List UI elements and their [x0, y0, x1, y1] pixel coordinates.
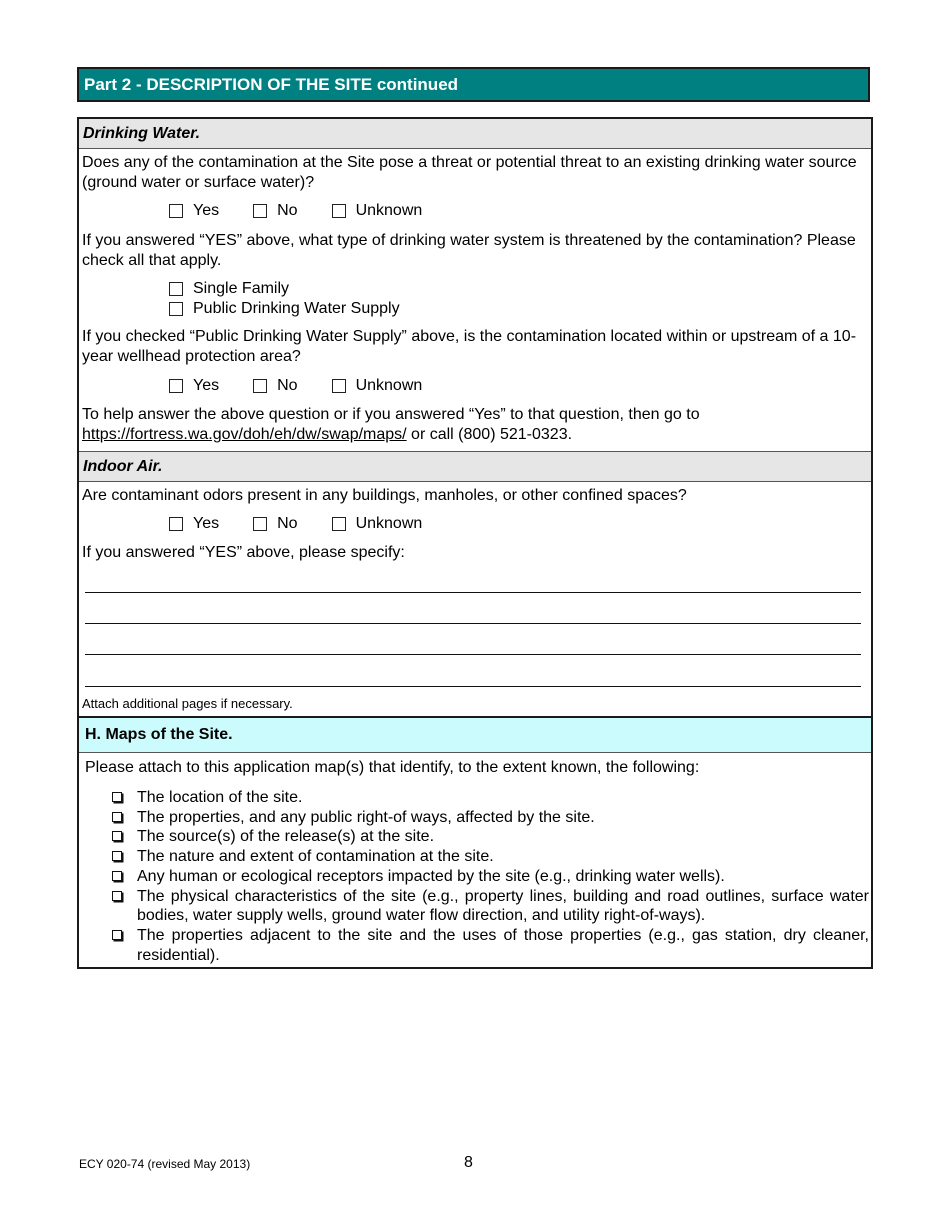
threat-yes-option[interactable]: Yes — [169, 201, 219, 221]
help-text: To help answer the above question or if you answered “Yes” to that question, then go to https://fortress.wa.gov/doh/eh/dw/swap/maps/ or call (800) 521-0323. — [82, 406, 700, 443]
odors-yes-checkbox[interactable] — [169, 517, 183, 531]
checkbox-square-icon[interactable] — [112, 851, 122, 861]
list-item: Any human or ecological receptors impacted by the site (e.g., drinking water wells). — [112, 867, 869, 887]
threat-yes-checkbox[interactable] — [169, 204, 183, 218]
wellhead-yes-option[interactable]: Yes — [169, 376, 219, 396]
checkbox-square-icon[interactable] — [112, 792, 122, 802]
odors-options — [169, 514, 456, 534]
threat-no-option[interactable]: No — [253, 201, 297, 221]
maps-intro: Please attach to this application map(s) that identify, to the extent known, the following: — [85, 759, 700, 776]
public-supply-option[interactable]: Public Drinking Water Supply — [169, 299, 400, 319]
threat-unknown-option[interactable]: Unknown — [332, 201, 423, 221]
list-item: The source(s) of the release(s) at the site. — [112, 827, 869, 847]
wellhead-question: If you checked “Public Drinking Water Supply” above, is the contamination located within or upstream of a 10-year wellhead protection area? — [82, 328, 857, 365]
single-family-checkbox[interactable] — [169, 282, 183, 296]
threat-no-checkbox[interactable] — [253, 204, 267, 218]
drinking-water-question: Does any of the contamination at the Site pose a threat or potential threat to an existing drinking water source (ground water or surface water)? — [82, 154, 857, 191]
public-supply-checkbox[interactable] — [169, 302, 183, 316]
wellhead-no-checkbox[interactable] — [253, 379, 267, 393]
wellhead-yes-checkbox[interactable] — [169, 379, 183, 393]
system-type-options — [169, 279, 400, 319]
list-item: The physical characteristics of the site (e.g., property lines, building and road outlines, surface water bodies, water supply wells, ground water flow direction, and utility right-of-ways). — [112, 887, 869, 926]
wellhead-unknown-checkbox[interactable] — [332, 379, 346, 393]
checkbox-square-icon[interactable] — [112, 812, 122, 822]
list-item: The location of the site. — [112, 788, 869, 808]
wellhead-options — [169, 376, 456, 396]
threat-unknown-checkbox[interactable] — [332, 204, 346, 218]
specify-line-2[interactable] — [85, 623, 861, 624]
form-id: ECY 020-74 (revised May 2013) — [79, 1157, 251, 1171]
page-number: 8 — [464, 1154, 473, 1171]
checkbox-square-icon[interactable] — [112, 831, 122, 841]
specify-prompt: If you answered “YES” above, please specify: — [82, 544, 405, 561]
odors-no-option[interactable]: No — [253, 514, 297, 534]
list-item: The nature and extent of contamination at the site. — [112, 847, 869, 867]
indoor-air-heading: Indoor Air. — [79, 452, 871, 482]
threat-options — [169, 201, 456, 221]
checkbox-square-icon[interactable] — [112, 930, 122, 940]
attach-note: Attach additional pages if necessary. — [82, 696, 293, 711]
odors-question: Are contaminant odors present in any buildings, manholes, or other confined spaces? — [82, 487, 687, 504]
maps-heading: H. Maps of the Site. — [79, 718, 871, 753]
part-banner: Part 2 - DESCRIPTION OF THE SITE continued — [77, 67, 870, 102]
drinking-water-heading: Drinking Water. — [79, 119, 871, 149]
specify-line-4[interactable] — [85, 686, 861, 687]
odors-unknown-checkbox[interactable] — [332, 517, 346, 531]
specify-line-1[interactable] — [85, 592, 861, 593]
specify-line-3[interactable] — [85, 654, 861, 655]
odors-no-checkbox[interactable] — [253, 517, 267, 531]
system-type-question: If you answered “YES” above, what type of drinking water system is threatened by the contamination? Please check all that apply. — [82, 232, 856, 269]
odors-unknown-option[interactable]: Unknown — [332, 514, 423, 534]
list-item: The properties adjacent to the site and the uses of those properties (e.g., gas station, dry cleaner, residential). — [112, 926, 869, 965]
checkbox-square-icon[interactable] — [112, 891, 122, 901]
maps-checklist — [112, 788, 869, 965]
site-description-form — [77, 117, 873, 969]
odors-yes-option[interactable]: Yes — [169, 514, 219, 534]
wellhead-no-option[interactable]: No — [253, 376, 297, 396]
swap-maps-link[interactable]: https://fortress.wa.gov/doh/eh/dw/swap/maps/ — [82, 426, 407, 443]
wellhead-unknown-option[interactable]: Unknown — [332, 376, 423, 396]
single-family-option[interactable]: Single Family — [169, 279, 400, 299]
checkbox-square-icon[interactable] — [112, 871, 122, 881]
list-item: The properties, and any public right-of ways, affected by the site. — [112, 808, 869, 828]
